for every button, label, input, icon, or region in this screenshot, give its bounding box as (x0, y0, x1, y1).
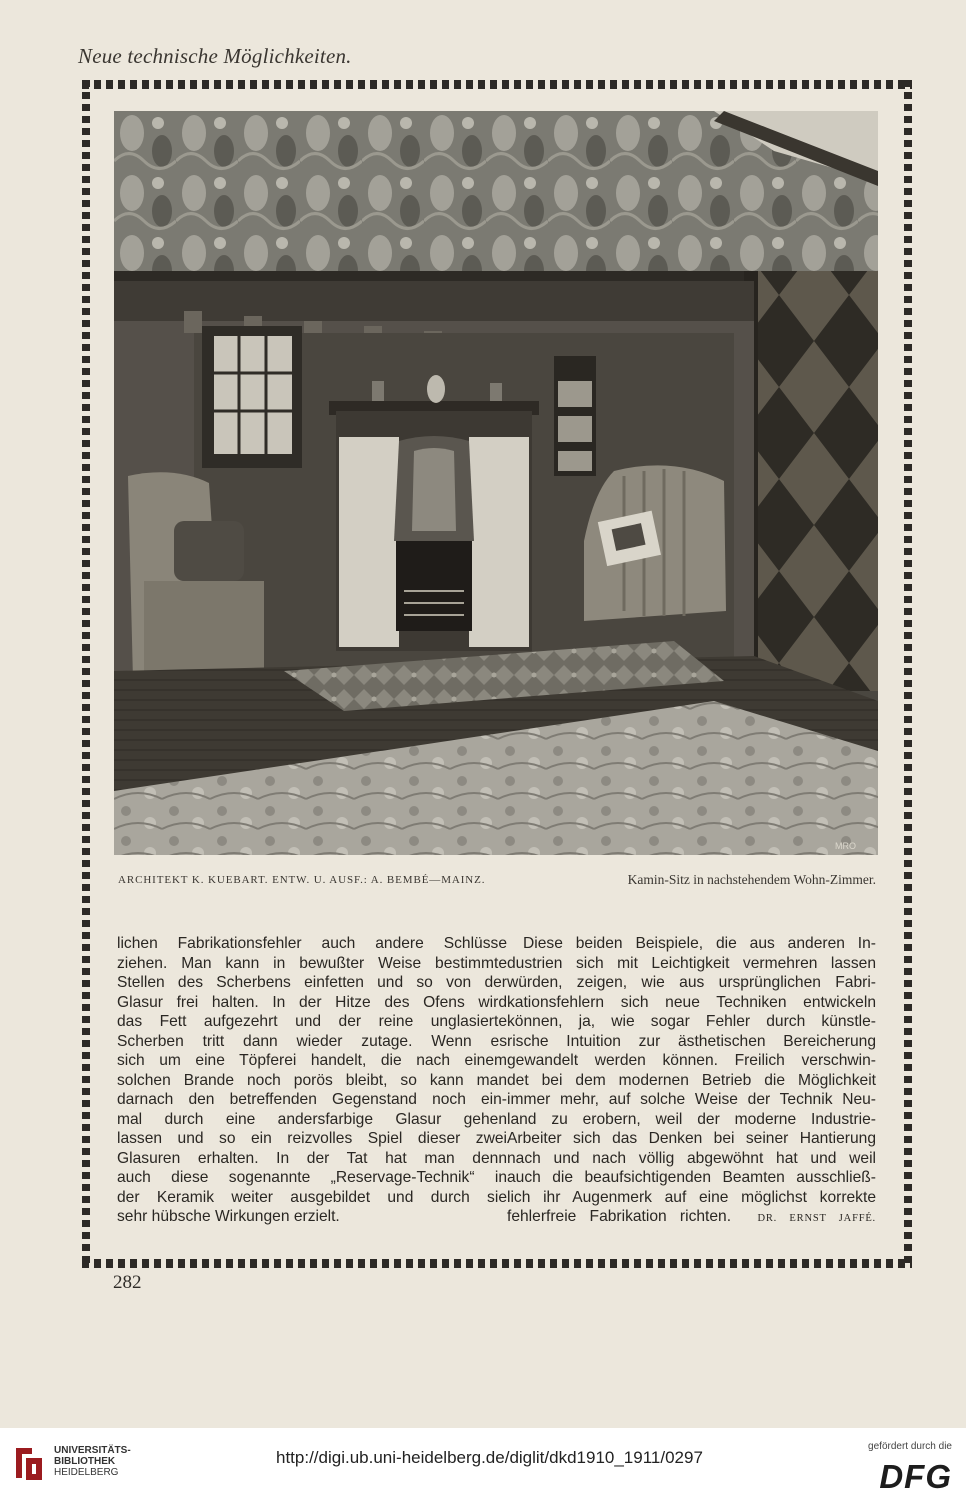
text-line: Glasuren erhalten. In der Tat hat man denn (117, 1149, 507, 1167)
text-line: ziehen. Man kann in bewußter Weise bestimmte (117, 954, 507, 972)
library-name (54, 1445, 131, 1478)
border-bottom (82, 1259, 912, 1268)
page-number: 282 (113, 1272, 142, 1293)
running-head: Neue technische Möglichkeiten. (78, 44, 352, 68)
text-line: Stellen des Scherbens einfetten und so von der (117, 974, 507, 991)
university-library-logo-icon (12, 1444, 48, 1484)
text-line: det bei dem modernen Betrieb die Möglichkeit (507, 1071, 876, 1089)
text-column-right (507, 934, 876, 1229)
text-line: fehlerfreie Fabrikation richten. (507, 1208, 732, 1225)
text-line: land zu erobern, weil der moderne Industrie- (507, 1110, 876, 1128)
border-top (82, 80, 912, 89)
photo-monogram: MRO (835, 841, 856, 851)
text-line: sehr hübsche Wirkungen erzielt. (117, 1208, 340, 1225)
text-line: auch diese sogenannte „Reservage-Technik“ in (117, 1169, 507, 1186)
text-line: Diese beiden Beispiele, die aus anderen In- (523, 935, 876, 952)
text-column-left (117, 934, 507, 1227)
text-line: mal durch eine andersfarbige Glasur gehen (117, 1110, 507, 1128)
text-line: immer mehr, auf solche Weise der Technik Neu- (507, 1091, 876, 1108)
border-right (904, 80, 912, 1268)
text-line-with-signature (507, 1207, 876, 1229)
text-line: Glasur frei halten. In der Hitze des Ofens wird (117, 993, 507, 1011)
funding-label: gefördert durch die (868, 1441, 952, 1452)
fireplace-room-illustration (114, 111, 878, 855)
digitization-footer (0, 1428, 966, 1502)
library-name-line: UNIVERSITÄTS- (54, 1445, 131, 1456)
text-line: kationsfehlern sich neue Techniken entwickeln (507, 993, 876, 1011)
text-line: würden, zeigen, wie aus ursprünglichen Fabri- (507, 974, 876, 991)
text-line: auch die beaufsichtigenden Beamten ausschließ- (507, 1169, 876, 1186)
text-line: solchen Brande noch porös bleibt, so kann man (117, 1071, 507, 1089)
library-name-line: HEIDELBERG (54, 1467, 119, 1478)
dfg-logo: DFG (879, 1458, 952, 1495)
text-line: dustrien sich mit Leichtigkeit vermehren lassen (507, 954, 876, 972)
author-signature: DR. ERNST JAFFÉ. (757, 1213, 876, 1224)
text-line: Arbeiter sich das Denken bei seiner Hantierung (507, 1130, 876, 1147)
text-line: darnach den betreffenden Gegenstand noch ein- (117, 1091, 507, 1108)
text-line: nach und nach völlig abgewöhnt hat und weil (507, 1149, 876, 1167)
text-line: können, ja, wie sogar Fehler durch künstle- (507, 1013, 876, 1030)
text-line: gewandelt werden können. Freilich verschwin- (507, 1052, 876, 1069)
caption-title: Kamin-Sitz in nachstehendem Wohn-Zimmer. (627, 872, 876, 887)
interior-photograph (114, 111, 878, 855)
text-line: lich ihr Augenmerk auf eine möglichst korrekte (507, 1188, 876, 1206)
text-line: lassen und so ein reizvolles Spiel dieser zwei (117, 1130, 507, 1147)
caption-credit: ARCHITEKT K. KUEBART. ENTW. U. AUSF.: A. BEMBÉ—MAINZ. (118, 874, 486, 886)
text-line: lichen Fabrikationsfehler auch andere Schlüsse (117, 935, 507, 952)
border-left (82, 80, 90, 1268)
text-line: der Keramik weiter ausgebildet und durch sie (117, 1188, 507, 1206)
library-name-line: BIBLIOTHEK (54, 1456, 116, 1467)
text-line: das Fett aufgezehrt und der reine unglasierte (117, 1013, 507, 1030)
text-line: Scherben tritt dann wieder zutage. Wenn es (117, 1032, 507, 1050)
text-line: sich um eine Töpferei handelt, die nach einem (117, 1052, 507, 1069)
text-line: rische Intuition zur ästhetischen Bereicherung (507, 1032, 876, 1050)
permalink-url[interactable]: http://digi.ub.uni-heidelberg.de/diglit/dkd1910_1911/0297 (276, 1448, 703, 1467)
